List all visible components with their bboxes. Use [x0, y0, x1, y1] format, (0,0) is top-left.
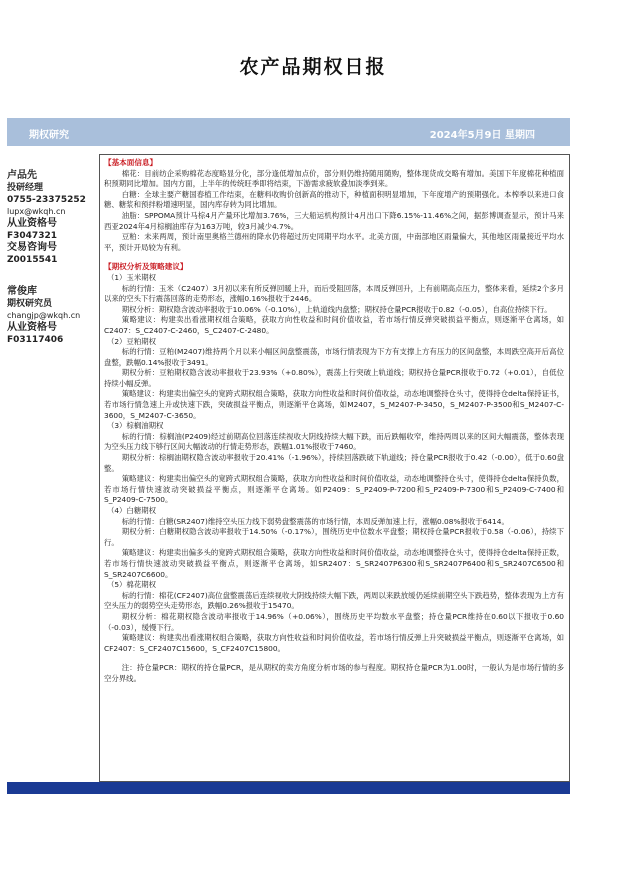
author-info-line: F03117406 — [7, 335, 64, 345]
body-paragraph: 白糖：全球主要产糖国春植工作结束，在糖料收购价创新高的推动下，种植面积明显增加，下年度增产的预期强化。本榨季以来进口食糖、糖浆和预拌粉增速明显，国内库存转为同比增加。 — [104, 189, 564, 210]
page-title: 农产品期权日报 — [239, 56, 387, 78]
body-paragraph: 期权分析：棕榈油期权隐含波动率报收于20.41%（-1.96%），持续回落跌破下轨道线；持仓量PCR报收于0.42（-0.00），低于0.60盘整。 — [104, 453, 564, 473]
footer-bar — [7, 782, 570, 794]
author-info-line: 投研经理 — [7, 183, 44, 193]
body-paragraph: 策略建议：构建卖出偏多头的宽跨式期权组合策略，获取方向性收益和时间价值收益，动态地调整持仓头寸，使得持仓delta保持正数，若市场行情快速波动突破损益平衡点，则逐渐平仓离场，如SR2407：S_SR2407P6300和S_SR2407P6400和S_SR2407C6500和S_SR2407C6600。 — [104, 548, 564, 579]
section-heading: 【期权分析及策略建议】 — [104, 262, 188, 272]
spacer — [104, 654, 564, 663]
author-info-line: 交易咨询号 — [7, 242, 57, 253]
subsection-heading: （2）豆粕期权 — [106, 336, 156, 346]
body-paragraph: 策略建议：构建卖出偏空头的宽跨式期权组合策略，获取方向性收益和时间价值收益，动态地调整持仓头寸，使得持仓delta保持证书，若市场行情急速上升或快速下跌，突破损益平衡点，则逐渐平仓离场，如M2407，S_M2407-P-3450，S_M2407-P-3500和S_M2407-C-3600，S_M2407-C-3650。 — [104, 389, 564, 420]
author-info-line: lupx@wkqh.cn — [7, 207, 66, 216]
body-paragraph: 标的行情：白糖(SR2407)维持空头压力线下弱势盘整震荡的市场行情，本周反弹加速上行，涨幅0.08%报收于6414。 — [121, 516, 509, 526]
body-paragraph: 期权分析：棉花期权隐含波动率报收于14.96%（+0.06%），围绕历史平均数水平盘整；持仓量PCR维持在0.60以下报收于0.60（-0.03），缓慢下行。 — [104, 611, 564, 632]
body-paragraph: 期权分析：豆粕期权隐含波动率报收于23.93%（+0.80%），震荡上行突破上轨道线；期权持仓量PCR报收于0.72（+0.01），自低位持续小幅反弹。 — [104, 368, 564, 388]
section-label: 期权研究 — [29, 130, 69, 141]
body-paragraph: 标的行情：豆粕(M2407)维持两个月以来小幅区间盘整震荡，市场行情表现为下方有支撑上方有压力的区间盘整，本周跌空高开后高位盘整，跌幅0.14%报收于3491。 — [104, 347, 564, 367]
sidebar-gap — [7, 266, 99, 286]
report-date: 2024年5月9日 星期四 — [429, 130, 535, 141]
author-sidebar — [7, 170, 99, 346]
body-paragraph: 期权分析：白糖期权隐含波动率报收于14.50%（-0.17%），围绕历史中位数水平盘整；期权持仓量PCR报收于0.58（-0.06），持续下行。 — [104, 527, 564, 547]
author-info-line: F3047321 — [7, 231, 57, 241]
author-info-line: 从业资格号 — [7, 322, 57, 333]
author-info-line: 0755-23375252 — [7, 195, 86, 205]
body-paragraph: 油脂：SPPOMA预计马棕4月产量环比增加3.76%，三大船运机构预计4月出口下降6.15%-11.46%之间，据彭博调查显示，预计马来西亚2024年4月棕榈油库存为163万吨，较3月减少4.7%。 — [104, 210, 564, 231]
subsection-heading: （3）棕榈油期权 — [106, 421, 164, 431]
content-box — [99, 154, 570, 782]
subsection-heading: （4）白糖期权 — [106, 506, 156, 515]
body-paragraph: 策略建议：构建卖出看涨期权组合策略，获取方向性收益和时间价值收益，若市场行情反弹突破损益平衡点，则逐渐平仓离场，如C2407：S_C2407-C-2460，S_C2407-C-2480。 — [104, 315, 564, 335]
section-heading: 【基本面信息】 — [104, 158, 158, 167]
body-paragraph: 策略建议：构建卖出偏空头的宽跨式期权组合策略，获取方向性收益和时间价值收益，动态地调整持仓头寸，使得持仓delta保持负数，若市场行情快速波动突破损益平衡点，则逐渐平仓离场。如P2409：S_P2409-P-7200和S_P2409-P-7300和S_P2409-C-7400和S_P2409-C-7500。 — [104, 474, 564, 505]
header-banner — [7, 118, 570, 146]
author-info-line: Z0015541 — [7, 255, 58, 265]
author-info-line: 期权研究员 — [7, 299, 53, 309]
body-paragraph: 期权分析：期权隐含波动率报收于10.06%（-0.10%），上轨道线内盘整；期权持仓量PCR报收于0.82（-0.05），自高位持续下行。 — [121, 304, 552, 314]
spacer — [104, 253, 564, 262]
body-paragraph: 标的行情：棕榈油(P2409)经过前期高位回落连续视收大阴线持续大幅下跌，而后跌幅收窄，维持两周以来的区间大幅震荡，整体表现为空头压力线下够行区间大幅波动的行情走势形态，跌幅1.01%报收于7460。 — [104, 431, 564, 452]
author-info-line: 从业资格号 — [7, 218, 57, 229]
subsection-heading: （5）棉花期权 — [106, 580, 156, 590]
body-paragraph: 棉花：目前纺企采购棉花态度略显分化，部分逢低增加点价，部分则仍维持随用随购，整体现货成交略有增加。美国下年度棉花种植面积预期同比增加。国内方面，上半年的传统旺季即将结束，下游需求疲软叠加淡季到来。 — [104, 168, 564, 189]
subsection-heading: （1）玉米期权 — [106, 272, 156, 282]
body-paragraph: 标的行情：棉花(CF2407)高位盘整震荡后连续视收大阴线持续大幅下跌，两周以来跌放缓仍延续前期空头下跌趋势，整体表现为上方有空头压力的弱势空头走势形态，跌幅0.26%报收于15470。 — [104, 590, 564, 611]
author-info-line: 常俊库 — [7, 286, 37, 297]
body-paragraph: 标的行情：玉米（C2407）3月初以来有所反弹回暖上升，而后受阻回落，本周反弹回升，上有前期高点压力，整体来看，延续2个多月以来的空头下行震荡回落的走势形态，涨幅0.16%报收于2446。 — [104, 283, 564, 304]
body-paragraph: 策略建议：构建卖出看涨期权组合策略，获取方向性收益和时间价值收益，若市场行情反弹上升突破损益平衡点，则逐渐平仓离场，如CF2407：S_CF2407C15600，S_CF2407C15800。 — [104, 633, 564, 653]
author-info-line: changjp@wkqh.cn — [7, 311, 81, 320]
body-paragraph: 注：持仓量PCR：期权的持仓量PCR，是从期权的卖方角度分析市场的参与程度。期权持仓量PCR为1.00时，一般认为是市场行情的多空分界线。 — [104, 663, 564, 683]
author-info-line: 卢品先 — [7, 170, 37, 181]
body-paragraph: 豆粕：未来两周，预计南里奥格兰德州的降水仍将超过历史同期平均水平。北美方面，中南部地区雨量偏大，其他地区雨量接近平均水平，预计开局较为有利。 — [104, 232, 564, 252]
